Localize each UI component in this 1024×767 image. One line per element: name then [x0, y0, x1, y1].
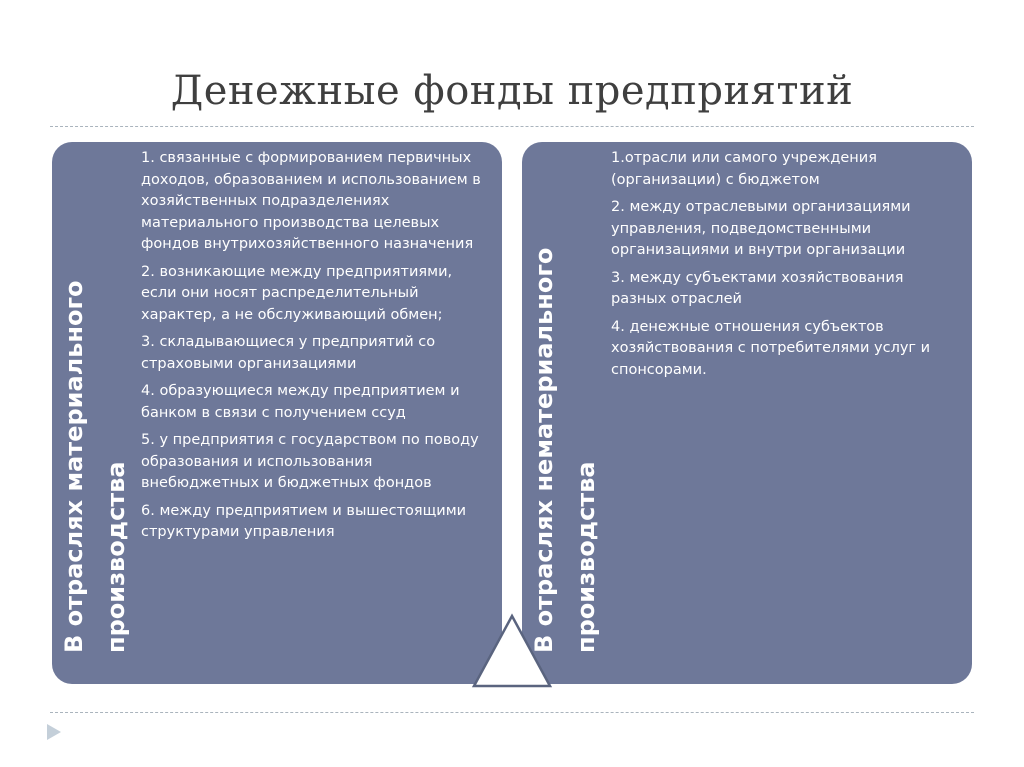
list-item: 1.отрасли или самого учреждения (организации) с бюджетом	[611, 150, 877, 188]
nonmaterial-heading-line2: производства	[572, 461, 600, 653]
nonmaterial-heading-line1: В отраслях нематериального	[530, 247, 558, 653]
list-item: 4. денежные отношения субъектов хозяйствования с потребителями услуг и спонсорами.	[611, 318, 931, 378]
material-items-list	[141, 148, 492, 550]
list-item: 3. между субъектами хозяйствования разных отраслей	[611, 269, 904, 307]
slide-title: Денежные фонды предприятий	[170, 68, 854, 114]
material-heading	[53, 173, 137, 653]
material-heading-line1: В отраслях материального	[60, 280, 88, 653]
play-arrow-icon[interactable]	[45, 722, 63, 742]
material-heading-line2: производства	[102, 461, 130, 653]
material-production-panel	[52, 142, 502, 684]
list-item: 2. между отраслевыми организациями управления, подведомственными организациями и внутри организации	[611, 199, 911, 258]
nonmaterial-items-list	[611, 148, 962, 387]
nonmaterial-heading	[523, 173, 607, 653]
list-item: 3. складывающиеся у предприятий со страховыми организациями	[141, 334, 436, 372]
material-heading-area	[52, 142, 138, 684]
top-divider	[50, 126, 974, 127]
list-item: 2. возникающие между предприятиями, если они носят распределительный характер, а не обслуживающий обмен;	[141, 263, 453, 323]
bottom-divider	[50, 712, 974, 713]
list-item: 5. у предприятия с государством по поводу образования и использования внебюджетных и бюджетных фондов	[141, 432, 479, 491]
list-item: 1. связанные с формированием первичных доходов, образованием и использованием в хозяйственных подразделениях материального производства целевых фондов внутрихозяйственного назначения	[141, 150, 481, 252]
list-item: 6. между предприятием и вышестоящими структурами управления	[141, 502, 467, 540]
triangle-icon	[470, 612, 554, 690]
nonmaterial-heading-area	[522, 142, 608, 684]
nonmaterial-production-panel	[522, 142, 972, 684]
list-item: 4. образующиеся между предприятием и банком в связи с получением ссуд	[141, 383, 460, 421]
